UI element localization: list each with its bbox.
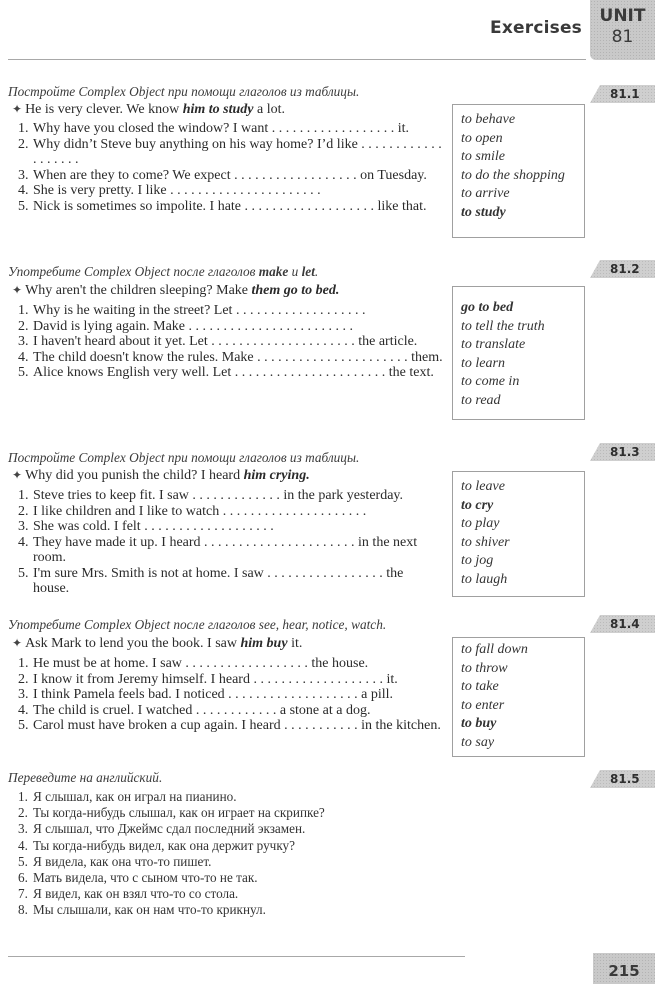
translation-item (18, 870, 443, 886)
exercise-item (18, 656, 443, 672)
item-text: Carol must have broken a cup again. I heard . . . . . . . . . . . in the kitchen. (33, 718, 441, 733)
word-box-item: to behave (461, 112, 516, 127)
example-sentence (12, 636, 302, 652)
example-answer: him buy (240, 636, 288, 651)
item-text: The child doesn't know the rules. Make . . . . . . . . . . . . . . . . . . . . . . them. (33, 349, 443, 365)
exercise-items (18, 488, 443, 597)
example-sentence (12, 102, 285, 118)
example-text: Ask Mark to lend you the book. I saw (25, 636, 241, 651)
instruction-keyword: let (301, 264, 315, 279)
word-box (452, 637, 585, 757)
item-number: 2. (18, 318, 29, 334)
item-text: I haven't heard about it yet. Let . . . . . . . . . . . . . . . . . . . . . the article. (33, 334, 418, 349)
exercise-item (18, 350, 443, 366)
translation-item (18, 789, 443, 805)
exercise-label-81-3: 81.3 (590, 443, 655, 461)
exercise-instruction (8, 617, 386, 633)
item-number: 1. (18, 303, 29, 318)
exercise-label-81-4: 81.4 (590, 615, 655, 633)
instruction-keyword: make (258, 264, 289, 279)
item-text: Why have you closed the window? I want . . . . . . . . . . . . . . . . . . it. (33, 121, 409, 136)
item-number: 3. (18, 334, 29, 349)
item-number: 4. (18, 183, 29, 198)
item-text: Steve tries to keep fit. I saw . . . . . . . . . . . . . in the park yesterday. (33, 488, 404, 503)
item-text: Why is he waiting in the street? Let . . . . . . . . . . . . . . . . . . . (33, 303, 366, 318)
unit-label: UNIT (599, 6, 646, 26)
item-text: Я видела, как она что-то пишет. (33, 853, 212, 869)
item-text: Ты когда-нибудь слышал, как он играет на скрипке? (33, 805, 325, 821)
word-box-item: to tell the truth (461, 318, 545, 334)
instruction-text: . (382, 617, 387, 632)
example-text: Why aren't the children sleeping? Make (25, 283, 252, 298)
item-number: 5. (18, 718, 29, 733)
exercise-label-81-2: 81.2 (590, 260, 655, 278)
instruction-keyword: see, hear, notice, watch (258, 617, 383, 632)
instruction-text: . (314, 264, 319, 279)
word-box-item: to study (461, 204, 506, 220)
item-number: 3. (18, 167, 29, 183)
item-text: Nick is sometimes so impolite. I hate . . . . . . . . . . . . . . . . . . . like that. (33, 198, 427, 214)
exercise-item (18, 504, 443, 520)
example-sentence (12, 283, 339, 299)
item-number: 1. (18, 789, 28, 804)
star-icon: ✦ (12, 636, 23, 650)
exercise-item (18, 137, 443, 168)
item-text: She is very pretty. I like . . . . . . . . . . . . . . . . . . . . . . (33, 183, 321, 198)
exercise-items (18, 303, 443, 381)
exercise-item (18, 687, 443, 703)
item-number: 5. (18, 853, 28, 869)
word-box-item: to read (461, 392, 501, 408)
star-icon: ✦ (12, 468, 23, 482)
item-text: The child is cruel. I watched . . . . . . . . . . . . a stone at a dog. (33, 702, 371, 718)
item-text: I like children and I like to watch . . . . . . . . . . . . . . . . . . . . . (33, 503, 367, 519)
example-text: Why did you punish the child? I heard (25, 468, 244, 483)
example-text: He is very clever. We know (25, 102, 183, 117)
instruction-text: Употребите Complex Object после глаголов (8, 264, 259, 279)
item-text: David is lying again. Make . . . . . . . . . . . . . . . . . . . . . . . . (33, 318, 354, 334)
exercise-instruction: Переведите на английский. (8, 770, 163, 785)
exercise-item (18, 365, 443, 381)
translation-item (18, 886, 443, 902)
example-answer: him crying. (243, 468, 310, 483)
item-number: 4. (18, 534, 29, 550)
item-number: 6. (18, 870, 28, 886)
word-box (452, 104, 585, 238)
item-number: 5. (18, 365, 29, 380)
exercise-item (18, 199, 443, 215)
word-box-item: to fall down (461, 642, 528, 657)
word-box-item: to do the shopping (461, 167, 565, 183)
translation-items (18, 789, 443, 919)
exercise-item (18, 672, 443, 688)
word-box-item: to play (461, 516, 500, 532)
item-number: 5. (18, 198, 29, 214)
exercise-item (18, 303, 443, 319)
exercise-items (18, 656, 443, 734)
word-box-item: to throw (461, 660, 508, 676)
word-box-item: to jog (461, 553, 494, 569)
exercise-item (18, 566, 443, 597)
item-number: 2. (18, 136, 29, 152)
exercise-label-81-1: 81.1 (590, 85, 655, 103)
translation-item (18, 902, 443, 918)
item-number: 8. (18, 902, 28, 918)
item-number: 4. (18, 837, 28, 853)
item-text: Alice knows English very well. Let . . . . . . . . . . . . . . . . . . . . . . the text. (33, 365, 434, 380)
exercise-item (18, 168, 443, 184)
example-answer: him to study (182, 102, 254, 117)
word-box-item: to open (461, 130, 503, 146)
example-text-end: a lot. (253, 102, 285, 117)
star-icon: ✦ (12, 283, 23, 297)
exercise-item (18, 535, 443, 566)
unit-badge (590, 0, 655, 60)
word-box (452, 286, 585, 420)
word-box-item: to translate (461, 337, 526, 353)
translation-item (18, 854, 443, 870)
item-text: I'm sure Mrs. Smith is not at home. I saw . . . . . . . . . . . . . . . . . the house. (33, 565, 404, 596)
instruction-text: и (288, 264, 302, 279)
item-number: 4. (18, 702, 29, 718)
word-box-item: to enter (461, 697, 505, 713)
item-number: 3. (18, 687, 29, 702)
item-text: Мать видела, что с сыном что-то не так. (33, 870, 258, 886)
exercise-item (18, 519, 443, 535)
item-number: 5. (18, 565, 29, 581)
item-text: I think Pamela feels bad. I noticed . . . . . . . . . . . . . . . . . . . a pill. (33, 687, 394, 702)
word-box-item: to take (461, 679, 499, 695)
translation-item (18, 821, 443, 837)
word-box-item: to buy (461, 716, 497, 732)
exercise-instruction (8, 264, 318, 280)
word-box-item: go to bed (461, 300, 514, 315)
item-text: Я видел, как он взял что-то со стола. (33, 886, 239, 902)
item-number: 2. (18, 805, 28, 821)
word-box-item: to shiver (461, 534, 510, 550)
item-number: 1. (18, 656, 29, 671)
item-number: 2. (18, 671, 29, 687)
item-number: 7. (18, 886, 28, 902)
item-number: 4. (18, 349, 29, 365)
item-text: He must be at home. I saw . . . . . . . . . . . . . . . . . . the house. (33, 656, 369, 671)
word-box-item: to come in (461, 374, 520, 390)
exercise-instruction: Постройте Complex Object при помощи глаголов из таблицы. (8, 450, 360, 465)
item-number: 3. (18, 519, 29, 534)
example-text-end: it. (287, 636, 303, 651)
word-box-item: to laugh (461, 571, 508, 587)
word-box-item: to learn (461, 355, 505, 371)
word-box-item: to arrive (461, 186, 510, 202)
exercise-item (18, 319, 443, 335)
example-sentence (12, 468, 310, 484)
item-number: 3. (18, 821, 28, 837)
item-number: 1. (18, 488, 29, 503)
word-box-item: to say (461, 734, 495, 750)
word-box-item: to smile (461, 149, 505, 165)
header-divider (8, 59, 586, 60)
exercise-item (18, 718, 443, 734)
unit-number: 81 (611, 27, 634, 47)
item-text: She was cold. I felt . . . . . . . . . . . . . . . . . . . (33, 519, 274, 534)
exercise-items (18, 121, 443, 214)
exercise-item (18, 334, 443, 350)
exercise-item (18, 183, 443, 199)
item-text: Why didn’t Steve buy anything on his way home? I’d like . . . . . . . . . . . . . . . . . . . (33, 136, 442, 167)
star-icon: ✦ (12, 102, 23, 116)
word-box (452, 471, 585, 597)
item-text: Мы слышали, как он нам что-то крикнул. (33, 902, 266, 918)
word-box-item: to cry (461, 497, 494, 513)
item-text: Я слышал, что Джеймс сдал последний экзамен. (33, 821, 306, 837)
item-text: I know it from Jeremy himself. I heard . . . . . . . . . . . . . . . . . . . it. (33, 671, 398, 687)
exercise-item (18, 488, 443, 504)
translation-item (18, 805, 443, 821)
item-number: 1. (18, 121, 29, 136)
item-text: When are they to come? We expect . . . . . . . . . . . . . . . . . . on Tuesday. (33, 167, 427, 183)
item-text: Я слышал, как он играл на пианино. (33, 789, 237, 804)
item-text: They have made it up. I heard . . . . . . . . . . . . . . . . . . . . . . in the next room. (33, 534, 418, 565)
item-text: Ты когда-нибудь видел, как она держит ручку? (33, 837, 295, 853)
item-number: 2. (18, 503, 29, 519)
instruction-text: Употребите Complex Object после глаголов (8, 617, 259, 632)
example-answer: them go to bed. (251, 283, 340, 298)
exercise-item (18, 121, 443, 137)
exercise-label-81-5: 81.5 (590, 770, 655, 788)
exercise-instruction: Постройте Complex Object при помощи глаголов из таблицы. (8, 84, 360, 99)
translation-item (18, 838, 443, 854)
page-number: 215 (593, 953, 655, 984)
footer-divider (8, 956, 465, 957)
exercise-item (18, 703, 443, 719)
page-title: Exercises (490, 18, 582, 38)
word-box-item: to leave (461, 479, 505, 494)
